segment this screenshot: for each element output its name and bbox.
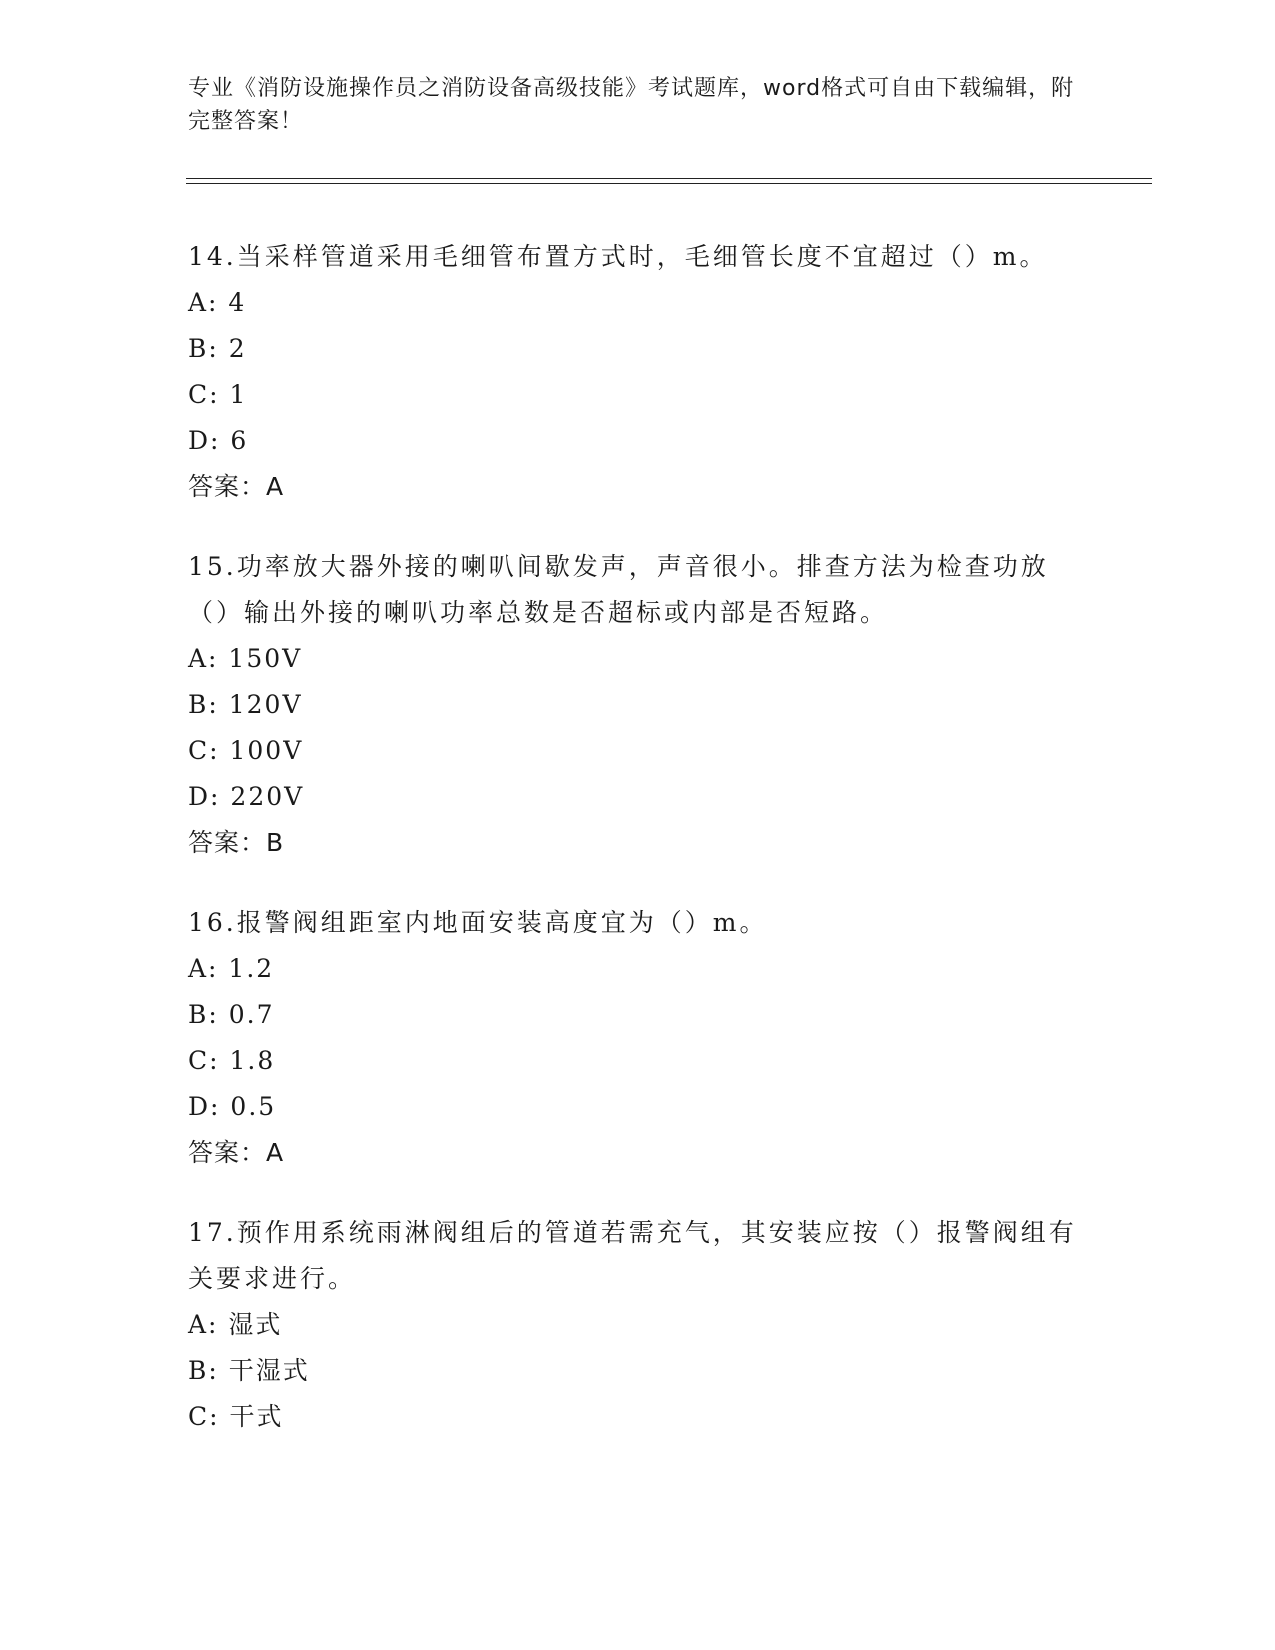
option-d: D: 6: [188, 426, 249, 455]
option-c: C: 100V: [188, 736, 304, 765]
option-b: B: 120V: [188, 690, 303, 719]
question-stem: 14.当采样管道采用毛细管布置方式时，毛细管长度不宜超过（）m。: [188, 242, 1048, 271]
question-16: [188, 900, 1088, 1176]
option-a: A: 4: [188, 288, 247, 317]
option-b: B: 0.7: [188, 1000, 275, 1029]
answer-label: 答案：A: [188, 472, 285, 501]
option-d: D: 0.5: [188, 1092, 277, 1121]
question-stem: 17.预作用系统雨淋阀组后的管道若需充气，其安装应按（）报警阀组有关要求进行。: [188, 1218, 1077, 1293]
option-d: D: 220V: [188, 782, 305, 811]
question-stem: 16.报警阀组距室内地面安装高度宜为（）m。: [188, 908, 768, 937]
question-14: [188, 234, 1088, 510]
document-header: 专业《消防设施操作员之消防设备高级技能》考试题库，word格式可自由下载编辑，附完整答案！: [188, 76, 1075, 134]
header-divider-bottom: [186, 183, 1152, 184]
option-c: C: 1.8: [188, 1046, 276, 1075]
option-c: C: 干式: [188, 1402, 284, 1431]
option-b: B: 干湿式: [188, 1356, 310, 1385]
option-a: A: 1.2: [188, 954, 275, 983]
option-a: A: 150V: [188, 644, 303, 673]
question-list: [188, 234, 1088, 1474]
header-divider-top: [186, 178, 1152, 179]
option-b: B: 2: [188, 334, 247, 363]
option-a: A: 湿式: [188, 1310, 283, 1339]
question-stem: 15.功率放大器外接的喇叭间歇发声，声音很小。排查方法为检查功放（）输出外接的喇叭功率总数是否超标或内部是否短路。: [188, 552, 1049, 627]
answer-label: 答案：A: [188, 1138, 285, 1167]
question-15: [188, 544, 1088, 866]
option-c: C: 1: [188, 380, 248, 409]
answer-label: 答案：B: [188, 828, 285, 857]
question-17: [188, 1210, 1088, 1440]
